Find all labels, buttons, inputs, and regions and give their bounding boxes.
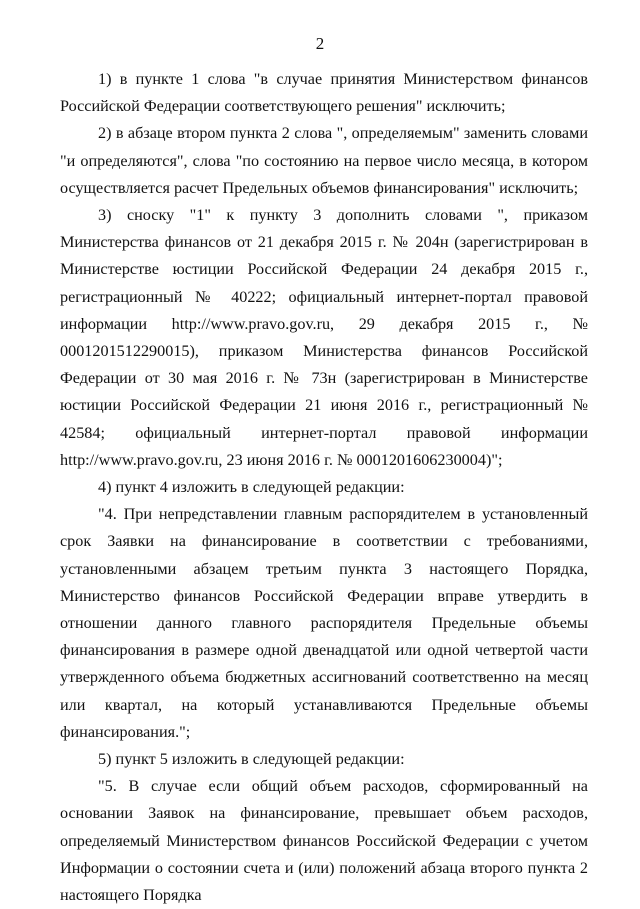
page-number: 2 [315,34,325,53]
paragraph-item-3: 3) сноску "1" к пункту 3 дополнить словами ", приказом Министерства финансов от 21 декабря 2015 г. № 204н (зарегистрирован в Министерстве юстиции Российской Федерации 24 декабря 2015 г., регистрационный № 40222; официальный интернет-портал правовой информации http://www.pravo.gov.ru, 29 декабря 2015 г., № 0001201512290015), приказом Министерства финансов Российской Федерации от 30 мая 2016 г. № 73н (зарегистрирован в Министерстве юстиции Российской Федерации 21 июня 2016 г., регистрационный № 42584; официальный интернет-портал правовой информации http://www.pravo.gov.ru, 23 июня 2016 г. № 0001201606230004)"; [60,206,588,469]
paragraph-item-1: 1) в пункте 1 слова "в случае принятия Министерством финансов Российской Федерации соответствующего решения" исключить; [60,70,588,116]
paragraph-item-2: 2) в абзаце втором пункта 2 слова ", определяемым" заменить словами "и определяются", слова "по состоянию на первое число месяца, в котором осуществляется расчет Предельных объемов финансирования" исключить; [60,124,588,197]
paragraph-item-4: 4) пункт 4 изложить в следующей редакции: [98,478,405,497]
paragraph-item-5-text: "5. В случае если общий объем расходов, сформированный на основании Заявок на финансирование, превышает объем расходов, определяемый Министерством финансов Российской Федерации с учетом Информации о состоянии счета и (или) положений абзаца второго пункта 2 настоящего Порядка [60,777,588,905]
document-body [60,66,588,909]
paragraph-item-5: 5) пункт 5 изложить в следующей редакции: [98,750,405,769]
paragraph-item-4-text: "4. При непредставлении главным распорядителем в установленный срок Заявки на финансирование в соответствии с требованиями, установленными абзацем третьим пункта 3 настоящего Порядка, Министерство финансов Российской Федерации вправе утвердить в отношении данного главного распорядителя Предельные объемы финансирования в размере одной двенадцатой или одной четвертой части утвержденного объема бюджетных ассигнований соответственно на месяц или квартал, на который устанавливаются Предельные объемы финансирования."; [60,505,588,741]
